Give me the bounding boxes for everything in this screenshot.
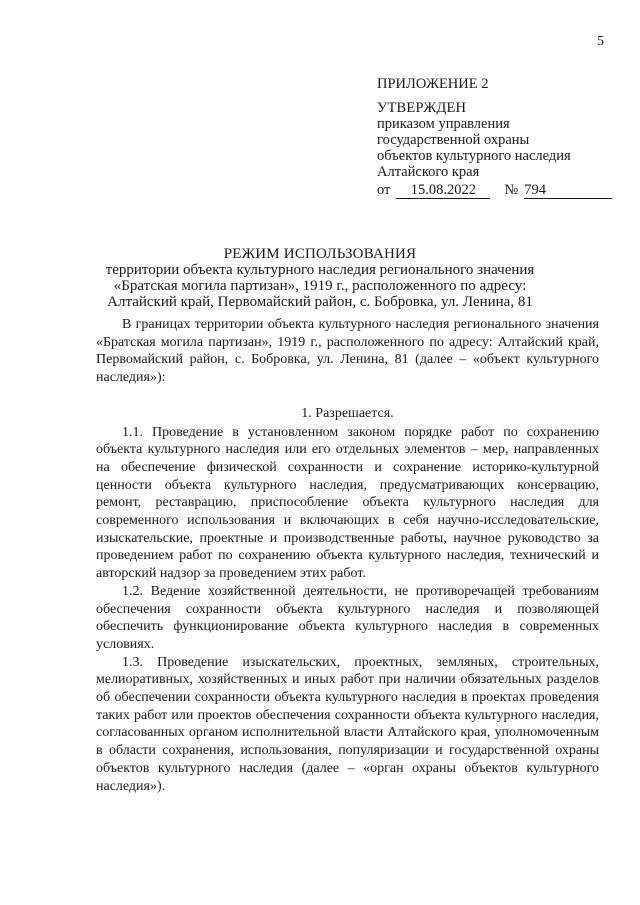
document-title: РЕЖИМ ИСПОЛЬЗОВАНИЯ: [223, 246, 417, 262]
approval-line: государственной охраны: [377, 132, 530, 148]
document-body: [96, 316, 599, 795]
document-title-block: [0, 246, 640, 310]
clause-paragraph: 1.2. Ведение хозяйственной деятельности, не противоречащей требованиям обеспечения сохранности объекта культурного наследия и позволяющей обеспечить функционирование объекта культурного наследия в современных условиях.: [96, 583, 599, 652]
document-subtitle-line: территории объекта культурного наследия регионального значения: [105, 262, 535, 278]
approval-line: Алтайского края: [377, 164, 480, 180]
approved-label: УТВЕРЖДЕН: [377, 100, 467, 116]
clause-paragraph: 1.1. Проведение в установленном законом порядке работ по сохранению объекта культурного наследия или его отдельных элементов – мер, направленных на обеспечение физической сохранности и сохранение историко-культурной ценности объекта культурного наследия, предусматривающих консервацию, ремонт, реставрацию, приспособление объекта культурного наследия для современного использования и включающих в себя научно-исследовательские, изыскательские, проектные и производственные работы, научное руководство за проведением работ по сохранению объекта культурного наследия, технический и авторский надзор за проведением этих работ.: [96, 424, 599, 582]
document-subtitle-line: «Братская могила партизан», 1919 г., расположенного по адресу:: [113, 278, 527, 294]
order-date-number-line: [377, 182, 617, 199]
page-number: 5: [597, 34, 604, 49]
order-number: 794: [524, 182, 612, 199]
approval-line: объектов культурного наследия: [377, 148, 571, 164]
intro-paragraph: В границах территории объекта культурного наследия регионального значения «Братская могила партизан», 1919 г., расположенного по адресу: Алтайский край, Первомайский район, с. Бобровка, ул. Ленина, 81 (далее – «объект культурного наследия»):: [96, 317, 599, 386]
approval-line: приказом управления: [377, 116, 510, 132]
clause-paragraph: 1.3. Проведение изыскательских, проектных, земляных, строительных, мелиоративных, хозяйственных и иных работ при наличии обязательных разделов об обеспечении сохранности объекта культурного наследия в проектах проведения таких работ или проектов обеспечения сохранности объекта культурного наследия, согласованных органом исполнительной власти Алтайского края, уполномоченным в области сохранения, использования, популяризации и государственной охраны объектов культурного наследия (далее – «орган охраны объектов культурного наследия»).: [96, 654, 599, 794]
appendix-title: ПРИЛОЖЕНИЕ 2: [377, 76, 489, 92]
number-sign: №: [504, 182, 519, 198]
order-date: 15.08.2022: [396, 182, 490, 199]
document-subtitle-line: Алтайский край, Первомайский район, с. Бобровка, ул. Ленина, 81: [107, 294, 533, 310]
section-heading: 1. Разрешается.: [301, 405, 394, 421]
approval-block: [377, 76, 617, 199]
from-label: от: [377, 182, 391, 198]
